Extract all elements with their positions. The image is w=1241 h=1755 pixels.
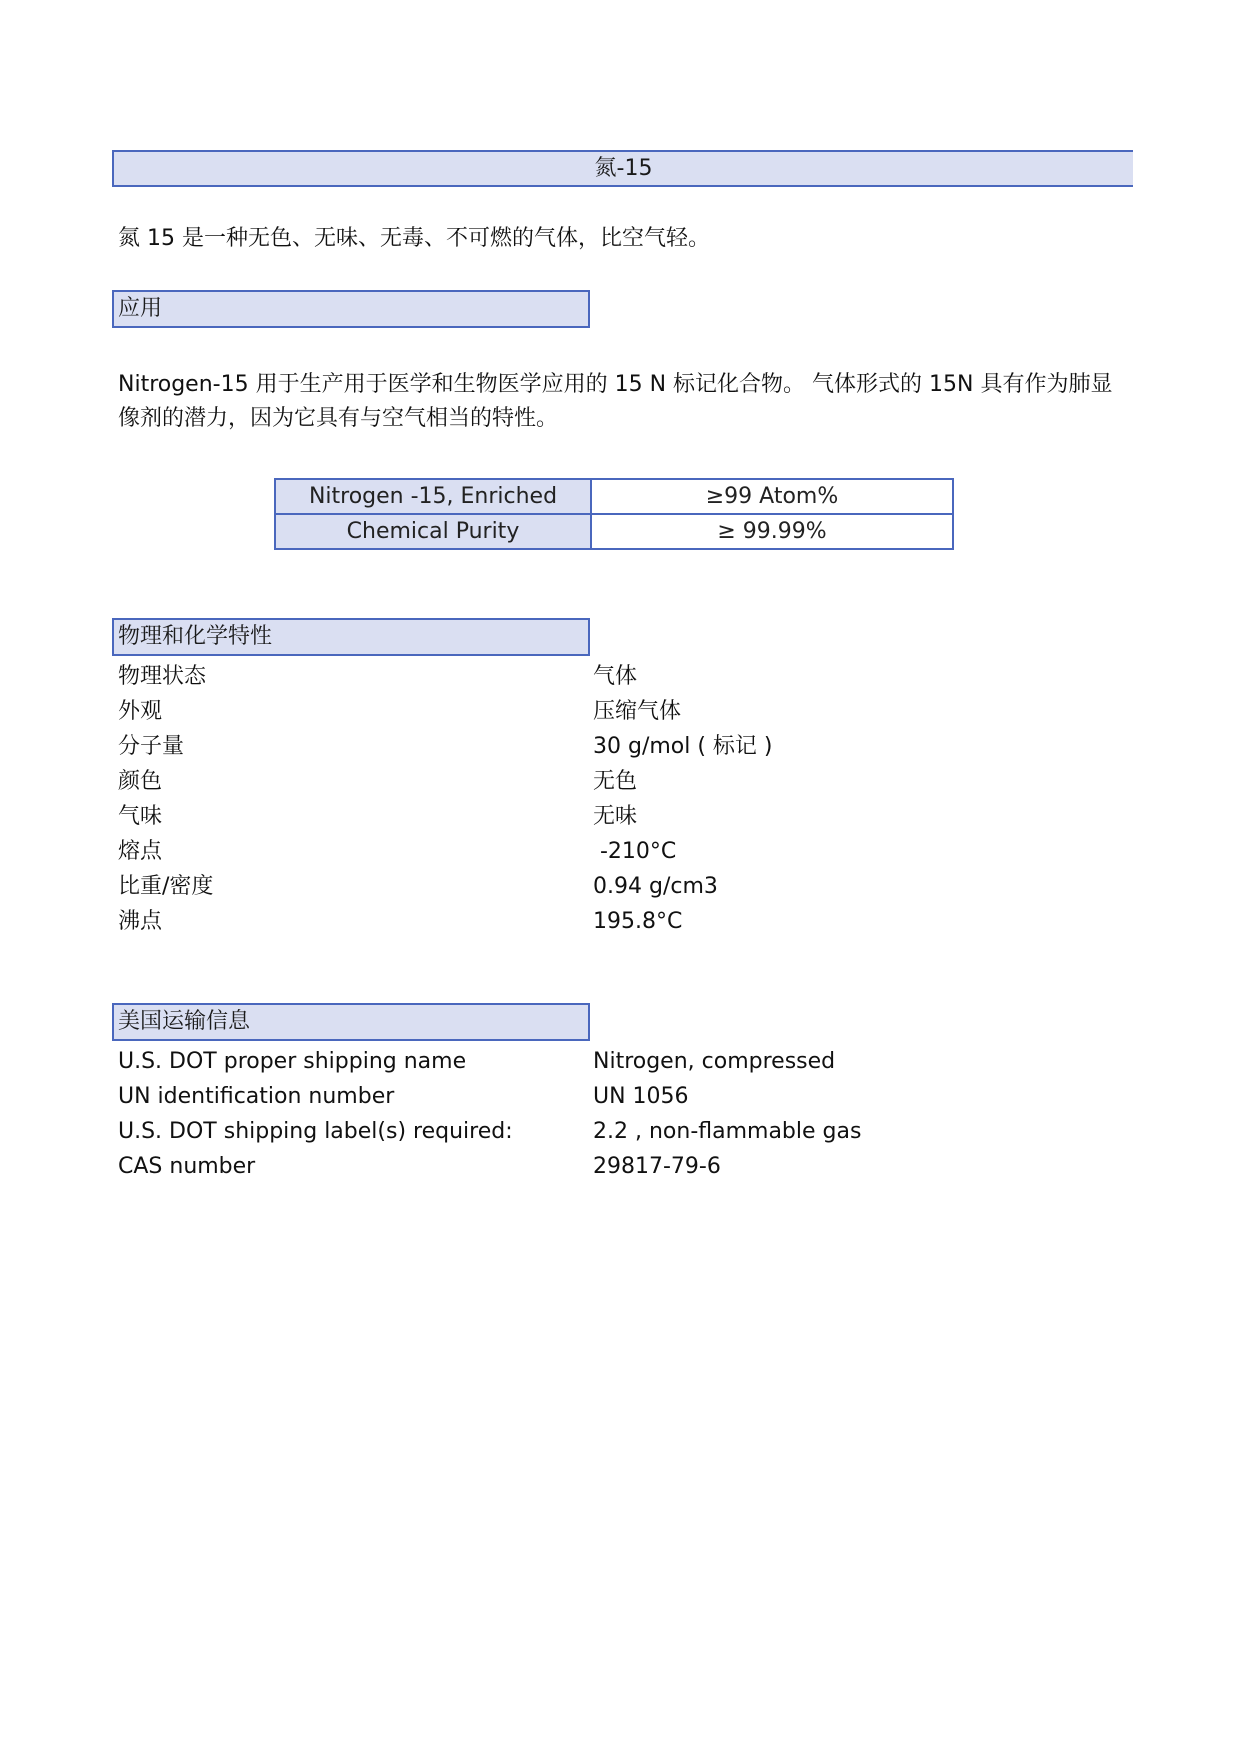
property-key: 颜色: [118, 769, 163, 794]
shipping-value: UN 1056: [593, 1084, 689, 1109]
shipping-value: 29817-79-6: [593, 1154, 721, 1179]
property-value: 无味: [593, 804, 638, 829]
list-item: [118, 659, 1118, 694]
property-value: 无色: [593, 769, 638, 794]
list-item: [118, 729, 1118, 764]
spec-value: ≥ 99.99%: [591, 514, 953, 549]
property-key: 分子量: [118, 734, 185, 759]
list-item: [118, 1149, 1118, 1184]
property-value: 195.8°C: [593, 909, 683, 934]
property-value: -210°C: [593, 839, 677, 864]
shipping-key: CAS number: [118, 1154, 256, 1179]
list-item: [118, 869, 1118, 904]
property-key: 熔点: [118, 839, 163, 864]
property-key: 物理状态: [118, 664, 207, 689]
spec-table: [274, 478, 954, 550]
page-title: 氮-15: [112, 150, 1133, 187]
list-item: [118, 694, 1118, 729]
property-key: 比重/密度: [118, 874, 214, 899]
shipping-key: UN identification number: [118, 1084, 395, 1109]
shipping-list: [118, 1044, 1118, 1184]
list-item: [118, 1114, 1118, 1149]
property-value: 气体: [593, 664, 638, 689]
list-item: [118, 904, 1118, 939]
section-heading-shipping: 美国运输信息: [112, 1003, 590, 1041]
intro-text: 氮 15 是一种无色、无味、无毒、不可燃的气体，比空气轻。: [118, 226, 710, 251]
properties-list: [118, 659, 1118, 939]
shipping-key: U.S. DOT proper shipping name: [118, 1049, 467, 1074]
spec-label: Chemical Purity: [275, 514, 591, 549]
property-key: 外观: [118, 699, 163, 724]
property-key: 沸点: [118, 909, 163, 934]
spec-label: Nitrogen -15, Enriched: [275, 479, 591, 514]
section-heading-properties: 物理和化学特性: [112, 618, 590, 656]
table-row: [275, 514, 953, 549]
property-value: 0.94 g/cm3: [593, 874, 718, 899]
shipping-value: Nitrogen, compressed: [593, 1049, 836, 1074]
spec-value: ≥99 Atom%: [591, 479, 953, 514]
property-value: 压缩气体: [593, 699, 682, 724]
shipping-value: 2.2 , non-flammable gas: [593, 1119, 862, 1144]
list-item: [118, 1079, 1118, 1114]
shipping-key: U.S. DOT shipping label(s) required:: [118, 1119, 513, 1144]
property-key: 气味: [118, 804, 163, 829]
list-item: [118, 764, 1118, 799]
list-item: [118, 834, 1118, 869]
table-row: [275, 479, 953, 514]
list-item: [118, 799, 1118, 834]
property-value: 30 g/mol ( 标记 ): [593, 734, 773, 759]
section-heading-application: 应用: [112, 290, 590, 328]
application-text: Nitrogen-15 用于生产用于医学和生物医学应用的 15 N 标记化合物。 气体形式的 15N 具有作为肺显像剂的潜力，因为它具有与空气相当的特性。: [118, 372, 1113, 431]
list-item: [118, 1044, 1118, 1079]
